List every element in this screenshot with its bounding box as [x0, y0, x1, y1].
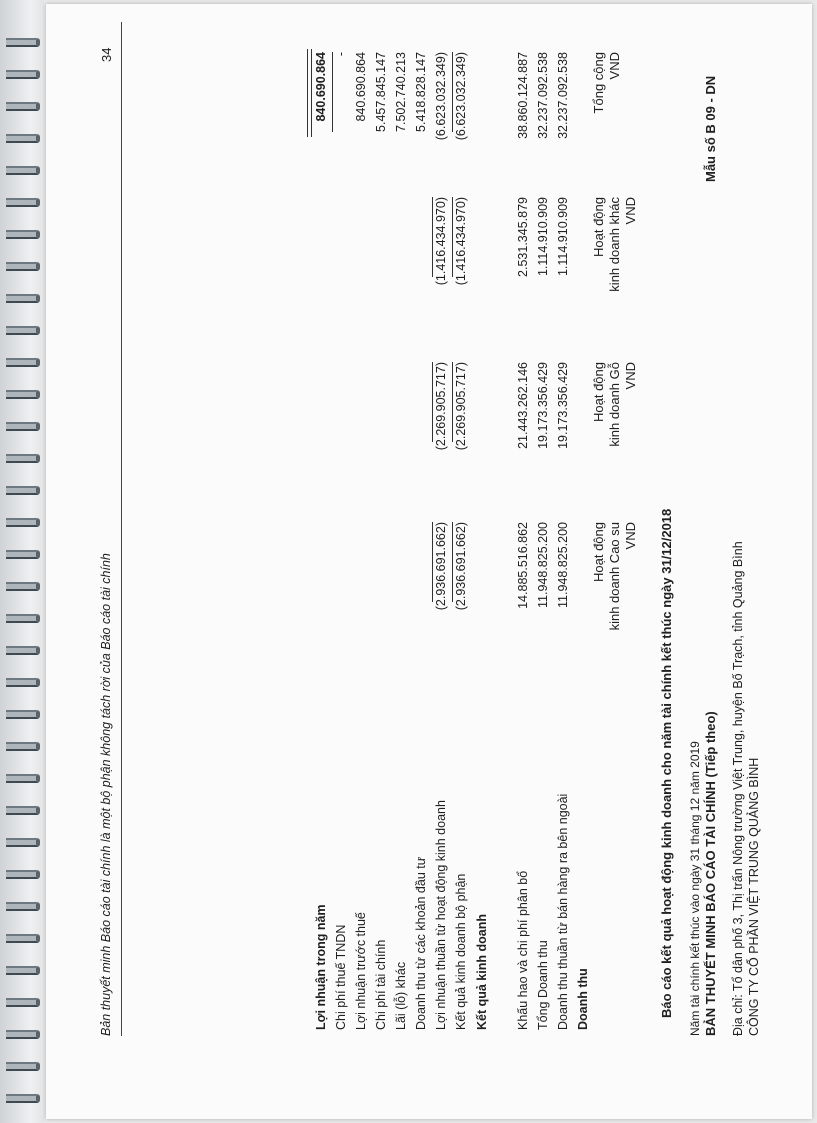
- row-label-net-profit: Lợi nhuận trong năm: [314, 903, 328, 1030]
- binding-coil: [6, 646, 40, 655]
- column-header-unit: VND: [623, 196, 638, 224]
- cell-net-revenue-other: 1.114.910.909: [556, 196, 570, 276]
- column-header-line1: Hoạt động: [591, 196, 606, 257]
- cell-segment-result-wood: (2.269.905.717): [454, 361, 468, 450]
- results-heading: Kết quả kinh doanh: [475, 913, 489, 1030]
- page-number: 34: [99, 47, 114, 62]
- report-title: BẢN THUYẾT MINH BÁO CÁO TÀI CHÍNH (Tiếp theo): [703, 710, 718, 1036]
- cell-operating-profit-other: (1.416.434.970): [434, 196, 448, 285]
- cell-financial-expense-total: 5.457.845.147: [374, 51, 388, 132]
- document-page: [46, 4, 812, 1119]
- row-label-total-revenue: Tổng Doanh thu: [536, 939, 550, 1030]
- column-header-other: [591, 197, 639, 347]
- binding-coil: [6, 838, 40, 847]
- underline: [452, 52, 453, 132]
- cell-operating-profit-total: (6.623.032.349): [434, 51, 448, 140]
- column-header-line2: Tổng cộng: [591, 51, 606, 113]
- cell-profit-before-tax-total: 840.690.864: [354, 51, 368, 122]
- rotated-sheet: [79, 22, 779, 1102]
- binding-coil: [6, 38, 40, 47]
- binding-coil: [6, 550, 40, 559]
- column-header-total: [591, 52, 623, 202]
- underline: [452, 522, 453, 602]
- cell-total-revenue-rubber: 11.948.825.200: [536, 521, 550, 608]
- binding-coil: [6, 806, 40, 815]
- cell-depreciation-wood: 21.443.262.146: [516, 361, 530, 449]
- row-label-investment-income: Doanh thu từ các khoản đầu tư: [414, 856, 428, 1030]
- row-label-segment-result: Kết quả kinh doanh bộ phận: [454, 873, 468, 1030]
- column-header-line2: kinh doanh khác: [607, 196, 622, 292]
- underline: [432, 197, 433, 277]
- column-header-line2: kinh doanh Gỗ: [607, 361, 622, 447]
- binding-coil: [6, 262, 40, 271]
- binding-coil: [6, 742, 40, 751]
- column-header-line1: Hoạt động: [591, 361, 606, 422]
- binding-coil: [6, 102, 40, 111]
- binding-coil: [6, 358, 40, 367]
- row-label-net-revenue: Doanh thu thuần từ bán hàng ra bên ngoài: [556, 793, 570, 1030]
- binding-coil: [6, 326, 40, 335]
- cell-operating-profit-rubber: (2.936.691.662): [434, 521, 448, 610]
- column-header-line1: Hoạt động: [591, 521, 606, 582]
- underline: [452, 197, 453, 277]
- binding-coil: [6, 230, 40, 239]
- cell-net-revenue-wood: 19.173.356.429: [556, 361, 570, 449]
- double-underline: [307, 49, 312, 137]
- binding-coil: [6, 870, 40, 879]
- form-number: Mẫu số B 09 - DN: [703, 75, 718, 182]
- footer-rule: [121, 22, 122, 1036]
- binding-coil: [6, 454, 40, 463]
- underline: [452, 362, 453, 442]
- row-label-financial-expense: Chi phí tài chính: [374, 939, 388, 1030]
- cell-total-revenue-wood: 19.173.356.429: [536, 361, 550, 449]
- binding-coil: [6, 966, 40, 975]
- binding-coil: [6, 1030, 40, 1039]
- binding-coil: [6, 294, 40, 303]
- binding-coil: [6, 390, 40, 399]
- section-heading: Báo cáo kết quả hoạt động kinh doanh cho năm tài chính kết thúc ngày 31/12/2018: [659, 508, 674, 1018]
- binding-coil: [6, 198, 40, 207]
- footer-note: Bản thuyết minh Báo cáo tài chính là một bộ phận không tách rời của Báo cáo tài chính: [99, 552, 113, 1036]
- binding-coil: [6, 134, 40, 143]
- cell-operating-profit-wood: (2.269.905.717): [434, 361, 448, 450]
- revenue-heading: Doanh thu: [576, 967, 590, 1030]
- company-address: Địa chỉ: Tổ dân phố 3, Thị trấn Nông trường Việt Trung, huyện Bố Trạch, tỉnh Quảng Bình: [731, 540, 745, 1036]
- cell-segment-result-other: (1.416.434.970): [454, 196, 468, 285]
- cell-investment-income-total: 5.418.828.147: [414, 51, 428, 132]
- underline: [432, 522, 433, 602]
- cell-net-revenue-total: 32.237.092.538: [556, 51, 570, 139]
- binding-coil: [6, 1094, 40, 1103]
- binding-coil: [6, 614, 40, 623]
- column-header-unit: VND: [623, 361, 638, 389]
- cell-depreciation-total: 38.860.124.887: [516, 51, 530, 139]
- cell-total-revenue-other: 1.114.910.909: [536, 196, 550, 276]
- spiral-binding: [0, 0, 44, 1123]
- underline: [432, 362, 433, 442]
- cell-other-gain-loss-total: 7.502.740.213: [394, 51, 408, 132]
- binding-coil: [6, 1062, 40, 1071]
- column-header-unit: VND: [607, 51, 622, 79]
- cell-net-revenue-rubber: 11.948.825.200: [556, 521, 570, 608]
- cell-segment-result-total: (6.623.032.349): [454, 51, 468, 140]
- row-label-income-tax: Chi phí thuế TNDN: [334, 924, 348, 1030]
- row-label-profit-before-tax: Lợi nhuận trước thuế: [354, 911, 368, 1030]
- binding-coil: [6, 678, 40, 687]
- cell-income-tax-total: -: [334, 51, 348, 56]
- binding-coil: [6, 70, 40, 79]
- column-header-unit: VND: [623, 521, 638, 549]
- cell-depreciation-rubber: 14.885.516.862: [516, 521, 530, 609]
- column-header-line2: kinh doanh Cao su: [607, 521, 622, 630]
- binding-coil: [6, 998, 40, 1007]
- cell-depreciation-other: 2.531.345.879: [516, 196, 530, 277]
- binding-coil: [6, 710, 40, 719]
- column-header-rubber: [591, 522, 639, 672]
- column-header-wood: [591, 362, 639, 512]
- row-label-depreciation: Khấu hao và chi phí phân bổ: [516, 870, 530, 1030]
- underline: [332, 52, 333, 132]
- binding-coil: [6, 902, 40, 911]
- binding-coil: [6, 582, 40, 591]
- cell-segment-result-rubber: (2.936.691.662): [454, 521, 468, 610]
- binding-coil: [6, 422, 40, 431]
- company-name: CÔNG TY CỔ PHẦN VIỆT TRUNG QUẢNG BÌNH: [747, 757, 761, 1036]
- binding-coil: [6, 518, 40, 527]
- binding-coil: [6, 774, 40, 783]
- cell-net-profit-total: 840.690.864: [314, 51, 328, 122]
- cell-total-revenue-total: 32.237.092.538: [536, 51, 550, 139]
- row-label-other-gain-loss: Lãi (lỗ) khác: [394, 961, 408, 1030]
- binding-coil: [6, 934, 40, 943]
- row-label-operating-profit: Lợi nhuận thuần từ hoạt động kinh doanh: [434, 799, 448, 1030]
- report-period: Năm tài chính kết thúc vào ngày 31 tháng 12 năm 2019: [688, 740, 702, 1036]
- binding-coil: [6, 166, 40, 175]
- binding-coil: [6, 486, 40, 495]
